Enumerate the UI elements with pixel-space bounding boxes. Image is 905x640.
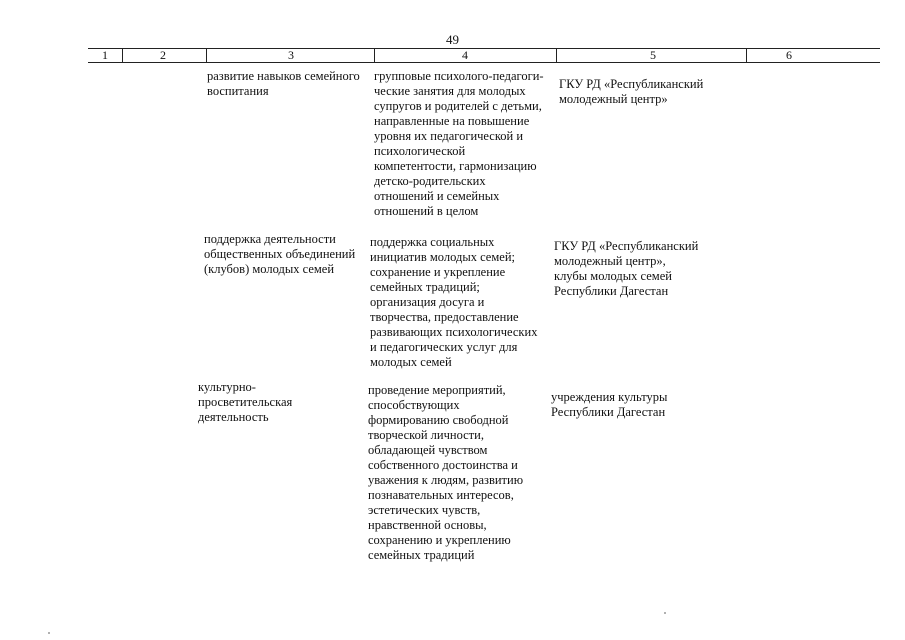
- row1-activities: групповые психолого-педагоги- ческие занятия для молодых супругов и родителей с детьми, направленные на повышение уровня их педагогической и психологической компетентости, гармонизацию детско-родительских отношений и семейных отношений в целом: [374, 69, 544, 218]
- row3-activities: проведение мероприятий, способствующих формированию свободной творческой личности, обладающей чувством собственного достоинства и уважения к людям, развитию познавательных интересов, эстетических чувств, нравственной основы, сохранению и укреплению семейных традиций: [368, 383, 524, 562]
- column-header-5: 5: [650, 48, 656, 62]
- column-header-3: 3: [288, 48, 294, 62]
- row2-responsible: ГКУ РД «Республиканский молодежный центр», клубы молодых семей Республики Дагестан: [554, 239, 699, 298]
- row1-task: развитие навыков семейного воспитания: [207, 69, 360, 98]
- column-header-6: 6: [786, 48, 792, 62]
- scan-speck: [664, 612, 666, 614]
- row3-task: культурно- просветительская деятельность: [198, 380, 293, 424]
- column-divider: [206, 49, 207, 62]
- column-divider: [746, 49, 747, 62]
- row2-task: поддержка деятельности общественных объединений (клубов) молодых семей: [204, 232, 356, 276]
- column-header-1: 1: [102, 48, 108, 62]
- column-header-2: 2: [160, 48, 166, 62]
- table-header-row: [88, 48, 880, 63]
- page-number: 49: [446, 32, 459, 47]
- column-header-4: 4: [462, 48, 468, 62]
- row3-responsible: учреждения культуры Республики Дагестан: [551, 390, 668, 419]
- column-divider: [556, 49, 557, 62]
- scan-speck: [48, 632, 50, 634]
- row2-activities: поддержка социальных инициатив молодых семей; сохранение и укрепление семейных традиций; организация досуга и творчества, предоставление развивающих психологических и педагогических услуг для молодых семей: [370, 235, 538, 369]
- row1-responsible: ГКУ РД «Республиканский молодежный центр»: [559, 77, 704, 106]
- column-divider: [374, 49, 375, 62]
- column-divider: [122, 49, 123, 62]
